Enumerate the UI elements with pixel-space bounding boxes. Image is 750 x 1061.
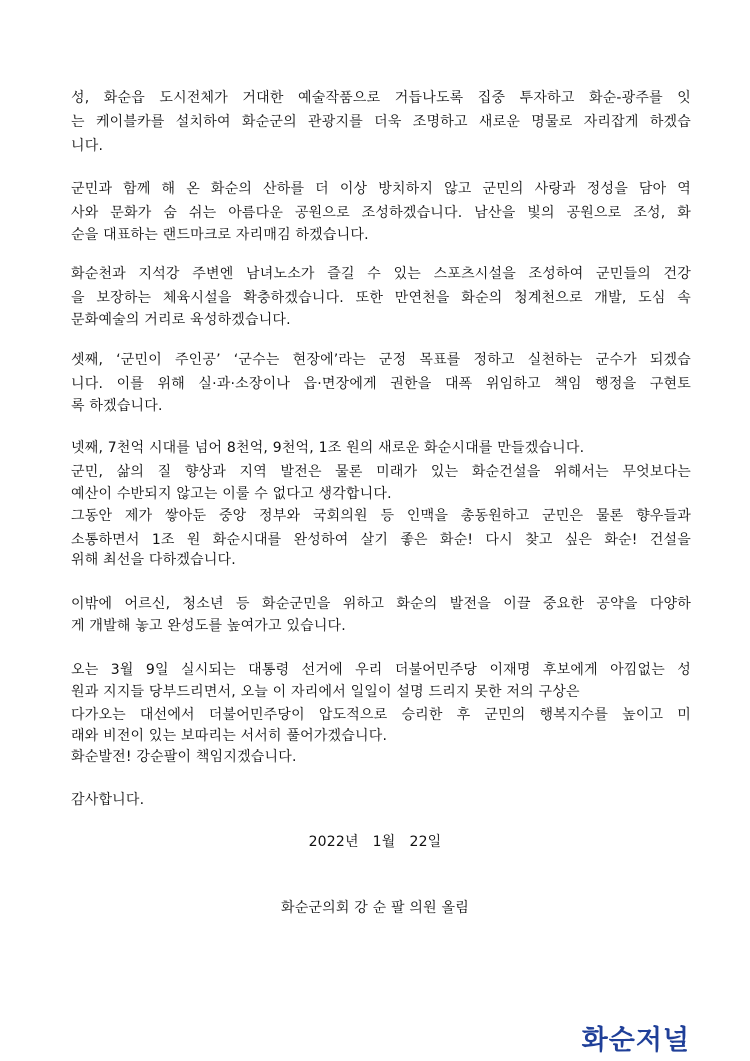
body-line: 위해 최선을 다하겠습니다. <box>71 552 236 568</box>
body-line: 게 개발해 놓고 완성도를 높여가고 있습니다. <box>71 618 346 634</box>
body-line: 을 보장하는 체육시설을 확충하겠습니다. 또한 만연천을 화순의 청계천으로 개발, 도심 속 <box>71 290 691 306</box>
body-line: 문화예술의 거리로 육성하겠습니다. <box>71 312 291 328</box>
body-line: 셋째, ‘군민이 주인공’ ‘군수는 현장에’라는 군정 목표를 정하고 실천하는 군수가 되겠습 <box>71 352 691 368</box>
body-line: 군민과 함께 해 온 화순의 산하를 더 이상 방치하지 않고 군민의 사랑과 정성을 담아 역 <box>71 181 691 197</box>
body-line: 다가오는 대선에서 더불어민주당이 압도적으로 승리한 후 군민의 행복지수를 높이고 미 <box>71 707 691 723</box>
body-line: 성, 화순읍 도시전체가 거대한 예술작품으로 거듭나도록 집중 투자하고 화순-광주를 잇 <box>71 90 691 106</box>
signature-line: 화순군의회 강 순 팔 의원 올림 <box>281 900 469 916</box>
body-line: 화순발전! 강순팔이 책임지겠습니다. <box>71 749 297 765</box>
document-date: 2022년 1월 22일 <box>308 834 442 850</box>
body-line: 원과 지지들 당부드리면서, 오늘 이 자리에서 일일이 설명 드리지 못한 저의 구상은 <box>71 684 580 700</box>
body-line: 예산이 수반되지 않고는 이룰 수 없다고 생각합니다. <box>71 486 392 502</box>
body-line: 록 하겠습니다. <box>71 398 163 414</box>
body-line: 넷째, 7천억 시대를 넘어 8천억, 9천억, 1조 원의 새로운 화순시대를 만들겠습니다. <box>71 440 585 456</box>
body-line: 오는 3월 9일 실시되는 대통령 선거에 우리 더불어민주당 이재명 후보에게 아낌없는 성 <box>71 662 691 678</box>
body-line: 소통하면서 1조 원 화순시대를 완성하여 살기 좋은 화순! 다시 찾고 싶은 화순! 건설을 <box>71 532 691 548</box>
body-line: 는 케이블카를 설치하여 화순군의 관광지를 더욱 조명하고 새로운 명물로 자리잡게 하겠습 <box>71 114 691 130</box>
body-line: 순을 대표하는 랜드마크로 자리매김 하겠습니다. <box>71 227 369 243</box>
publisher-logo: 화순저널 <box>581 1025 690 1056</box>
body-line: 사와 문화가 숨 쉬는 아름다운 공원으로 조성하겠습니다. 남산을 빛의 공원으로 조성, 화 <box>71 205 691 221</box>
body-line: 군민, 삶의 질 향상과 지역 발전은 물론 미래가 있는 화순건설을 위해서는 무엇보다는 <box>71 464 691 480</box>
body-line: 이밖에 어르신, 청소년 등 화순군민을 위하고 화순의 발전을 이끌 중요한 공약을 다양하 <box>71 596 691 612</box>
body-line: 그동안 제가 쌓아둔 중앙 정부와 국회의원 등 인맥을 총동원하고 군민은 물론 향우들과 <box>71 508 691 524</box>
body-line: 래와 비전이 있는 보따리는 서서히 풀어가겠습니다. <box>71 728 388 744</box>
body-line: 니다. <box>71 138 104 154</box>
closing-greeting: 감사합니다. <box>71 792 145 808</box>
body-line: 니다. 이를 위해 실·과·소장이나 읍·면장에게 권한을 대폭 위임하고 책임 행정을 구현토 <box>71 376 691 392</box>
body-line: 화순천과 지석강 주변엔 남녀노소가 즐길 수 있는 스포츠시설을 조성하여 군민들의 건강 <box>71 266 691 282</box>
